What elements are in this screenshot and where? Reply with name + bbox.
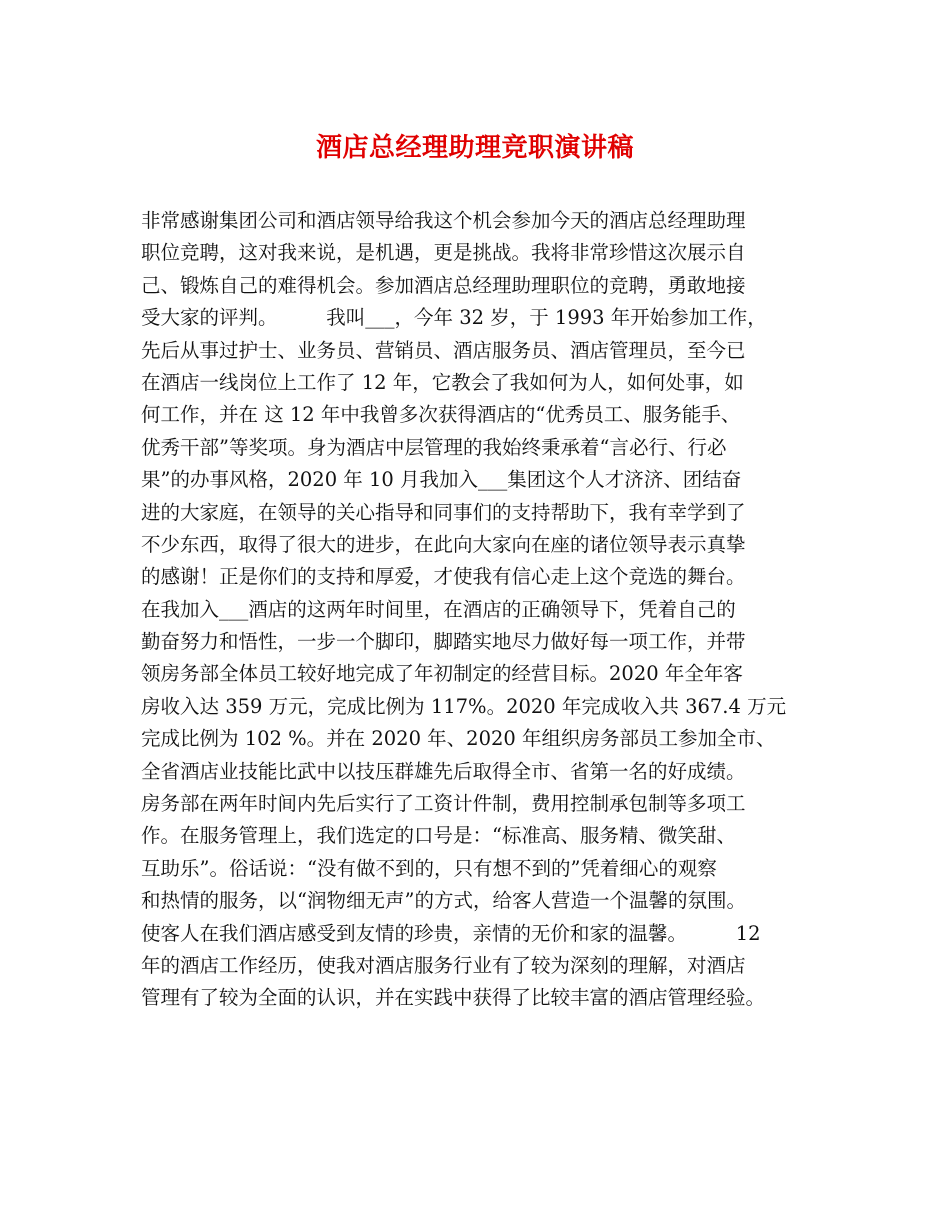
body-text-line: 何工作，并在 这 12 年中我曾多次获得酒店的“优秀员工、服务能手、 xyxy=(141,403,741,427)
body-text-line: 使客人在我们酒店感受到友情的珍贵，亲情的无价和家的温馨。 12 xyxy=(141,921,761,945)
body-text-line: 房收入达 359 万元，完成比例为 117%。2020 年完成收入共 367.4 万元 xyxy=(141,694,787,718)
body-text-line: 受大家的评判。 我叫___，今年 32 岁，于 1993 年开始参加工作， xyxy=(141,306,767,330)
body-text-line: 房务部在两年时间内先后实行了工资计件制，费用控制承包制等多项工 xyxy=(141,792,746,816)
body-text-line: 优秀干部”等奖项。身为酒店中层管理的我始终秉承着“言必行、行必 xyxy=(141,435,727,459)
body-text-line: 先后从事过护士、业务员、营销员、酒店服务员、酒店管理员，至今已 xyxy=(141,338,746,362)
document-title: 酒店总经理助理竞职演讲稿 xyxy=(315,133,634,163)
body-text-line: 在我加入___酒店的这两年时间里，在酒店的正确领导下，凭着自己的 xyxy=(141,597,736,621)
body-text-line: 全省酒店业技能比武中以技压群雄先后取得全市、省第一名的好成绩。 xyxy=(141,759,746,783)
body-text-line: 在酒店一线岗位上工作了 12 年，它教会了我如何为人，如何处事，如 xyxy=(141,370,744,394)
body-text-line: 领房务部全体员工较好地完成了年初制定的经营目标。2020 年全年客 xyxy=(141,662,743,686)
body-text-line: 作。在服务管理上，我们选定的口号是：“标准高、服务精、微笑甜、 xyxy=(141,824,736,848)
body-text-line: 非常感谢集团公司和酒店领导给我这个机会参加今天的酒店总经理助理 xyxy=(141,209,746,232)
body-text-line: 己、锻炼自己的难得机会。参加酒店总经理助理职位的竞聘，勇敢地接 xyxy=(141,273,746,297)
body-text-line: 的感谢！正是你们的支持和厚爱，才使我有信心走上这个竞选的舞台。 xyxy=(141,565,746,589)
body-text-line: 年的酒店工作经历，使我对酒店服务行业有了较为深刻的理解，对酒店 xyxy=(141,953,746,977)
body-text-line: 互助乐”。俗话说：“没有做不到的，只有想不到的”凭着细心的观察 xyxy=(141,856,717,880)
body-text-line: 管理有了较为全面的认识，并在实践中获得了比较丰富的酒店管理经验。 xyxy=(141,986,766,1010)
document-body xyxy=(141,205,841,1015)
body-text-line: 职位竞聘，这对我来说，是机遇，更是挑战。我将非常珍惜这次展示自 xyxy=(141,241,746,265)
body-text-line: 完成比例为 102 %。并在 2020 年、2020 年组织房务部员工参加全市、 xyxy=(141,727,776,751)
body-text-line: 不少东西，取得了很大的进步，在此向大家向在座的诸位领导表示真挚 xyxy=(141,532,746,556)
body-text-line: 进的大家庭，在领导的关心指导和同事们的支持帮助下，我有幸学到了 xyxy=(141,500,746,524)
body-text-line: 和热情的服务，以“润物细无声”的方式，给客人营造一个温馨的氛围。 xyxy=(141,889,746,913)
body-text-line: 果”的办事风格，2020 年 10 月我加入___集团这个人才济济、团结奋 xyxy=(141,468,742,492)
body-text-line: 勤奋努力和悟性，一步一个脚印，脚踏实地尽力做好每一项工作，并带 xyxy=(141,630,746,654)
